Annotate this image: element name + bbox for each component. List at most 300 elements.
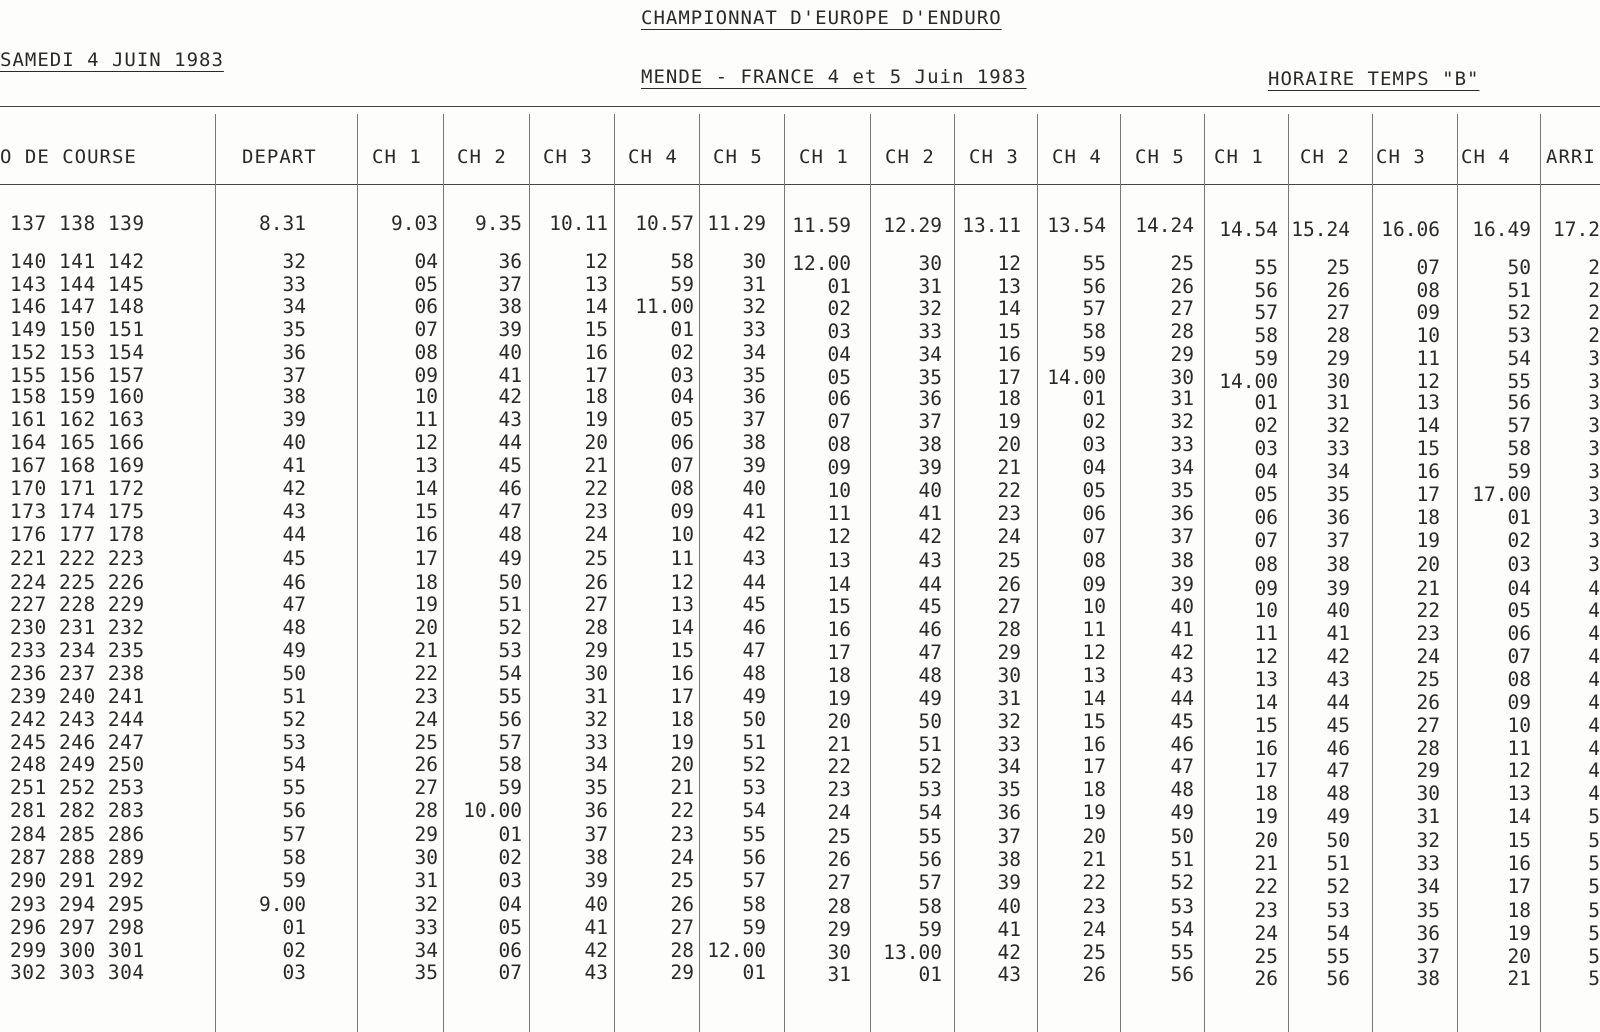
time-cell: 16: [1254, 737, 1278, 760]
time-cell: 34: [742, 341, 766, 364]
rider-numbers: 245 246 247: [10, 731, 145, 754]
time-cell: 35: [742, 364, 766, 387]
time-cell: 17: [670, 685, 694, 708]
column-header: CH 1: [1214, 146, 1264, 168]
time-cell: 25: [414, 731, 438, 754]
column-divider: [357, 114, 358, 1032]
time-cell: 36: [1416, 922, 1440, 945]
time-cell: 21: [414, 639, 438, 662]
time-cell: 54: [1507, 347, 1531, 370]
time-cell: 10.00: [463, 799, 522, 822]
time-cell: 5: [1588, 922, 1600, 945]
date-heading: SAMEDI 4 JUIN 1983: [0, 49, 224, 71]
time-cell: 53: [1507, 324, 1531, 347]
time-cell: 11.59: [792, 214, 851, 237]
time-cell: 15: [1416, 437, 1440, 460]
time-cell: 14: [1416, 414, 1440, 437]
time-cell: 33: [1326, 437, 1350, 460]
time-cell: 57: [1507, 414, 1531, 437]
time-cell: 12: [584, 250, 608, 273]
time-cell: 4: [1588, 645, 1600, 668]
rider-numbers: 170 171 172: [10, 477, 145, 500]
time-cell: 08: [827, 433, 851, 456]
time-cell: 39: [1170, 573, 1194, 596]
time-cell: 21: [827, 733, 851, 756]
time-cell: 05: [670, 408, 694, 431]
time-cell: 18: [1507, 899, 1531, 922]
time-cell: 34: [584, 753, 608, 776]
time-cell: 10: [1416, 324, 1440, 347]
time-cell: 13: [997, 275, 1021, 298]
time-cell: 44: [282, 523, 306, 546]
time-cell: 27: [997, 595, 1021, 618]
time-cell: 42: [1326, 645, 1350, 668]
time-cell: 41: [498, 364, 522, 387]
time-cell: 46: [1170, 733, 1194, 756]
time-cell: 12.00: [792, 252, 851, 275]
time-cell: 3: [1588, 553, 1600, 576]
time-cell: 13: [827, 549, 851, 572]
time-cell: 01: [1254, 391, 1278, 414]
time-cell: 56: [742, 846, 766, 869]
time-cell: 46: [282, 571, 306, 594]
time-cell: 08: [414, 341, 438, 364]
time-cell: 4: [1588, 714, 1600, 737]
column-divider: [215, 114, 216, 1032]
time-cell: 50: [742, 708, 766, 731]
time-cell: 35: [414, 961, 438, 984]
rider-numbers: 152 153 154: [10, 341, 145, 364]
time-cell: 32: [584, 708, 608, 731]
time-cell: 30: [827, 941, 851, 964]
time-cell: 10: [1082, 595, 1106, 618]
time-cell: 22: [827, 755, 851, 778]
rider-numbers: 161 162 163: [10, 408, 145, 431]
time-cell: 34: [414, 939, 438, 962]
time-cell: 20: [997, 433, 1021, 456]
time-cell: 50: [282, 662, 306, 685]
time-cell: 34: [1326, 460, 1350, 483]
time-cell: 52: [282, 708, 306, 731]
rider-numbers: 143 144 145: [10, 273, 145, 296]
time-cell: 43: [282, 500, 306, 523]
time-cell: 08: [670, 477, 694, 500]
time-cell: 56: [1326, 967, 1350, 990]
time-cell: 08: [1254, 553, 1278, 576]
time-cell: 5: [1588, 967, 1600, 990]
time-cell: 57: [1254, 301, 1278, 324]
column-divider: [1372, 114, 1373, 1032]
time-cell: 26: [1416, 691, 1440, 714]
time-cell: 22: [414, 662, 438, 685]
time-cell: 19: [1254, 805, 1278, 828]
column-header: ARRI: [1546, 146, 1596, 168]
time-cell: 15: [1507, 829, 1531, 852]
time-cell: 13.54: [1047, 214, 1106, 237]
time-cell: 16: [414, 523, 438, 546]
time-cell: 9.35: [475, 212, 522, 235]
time-cell: 33: [1170, 433, 1194, 456]
time-cell: 52: [1507, 301, 1531, 324]
time-cell: 29: [670, 961, 694, 984]
time-cell: 05: [1082, 479, 1106, 502]
time-cell: 59: [1082, 343, 1106, 366]
time-cell: 44: [918, 573, 942, 596]
time-cell: 4: [1588, 759, 1600, 782]
time-cell: 4: [1588, 599, 1600, 622]
rider-numbers: 137 138 139: [10, 212, 145, 235]
time-cell: 52: [498, 616, 522, 639]
rider-numbers: 302 303 304: [10, 961, 145, 984]
time-cell: 35: [1326, 483, 1350, 506]
time-cell: 31: [742, 273, 766, 296]
time-cell: 57: [742, 869, 766, 892]
time-cell: 14: [1254, 691, 1278, 714]
time-cell: 26: [1082, 963, 1106, 986]
time-cell: 02: [1254, 414, 1278, 437]
time-cell: 20: [1507, 945, 1531, 968]
time-cell: 26: [1254, 967, 1278, 990]
time-cell: 21: [1416, 577, 1440, 600]
time-cell: 14.00: [1219, 370, 1278, 393]
time-cell: 33: [918, 320, 942, 343]
time-cell: 40: [584, 893, 608, 916]
time-cell: 3: [1588, 391, 1600, 414]
time-cell: 27: [1170, 297, 1194, 320]
time-cell: 48: [498, 523, 522, 546]
time-cell: 04: [1507, 577, 1531, 600]
rider-numbers: 155 156 157: [10, 364, 145, 387]
time-cell: 42: [918, 525, 942, 548]
rider-numbers: 236 237 238: [10, 662, 145, 685]
time-cell: 50: [918, 710, 942, 733]
time-cell: 30: [584, 662, 608, 685]
time-cell: 14: [1507, 805, 1531, 828]
time-cell: 20: [1254, 829, 1278, 852]
time-cell: 14: [670, 616, 694, 639]
time-cell: 41: [282, 454, 306, 477]
time-cell: 3: [1588, 483, 1600, 506]
time-cell: 07: [414, 318, 438, 341]
time-cell: 09: [1254, 577, 1278, 600]
time-cell: 3: [1588, 370, 1600, 393]
column-header: CH 2: [1300, 146, 1350, 168]
time-cell: 19: [997, 410, 1021, 433]
time-cell: 53: [742, 776, 766, 799]
time-cell: 31: [997, 687, 1021, 710]
time-cell: 38: [282, 385, 306, 408]
time-cell: 03: [1507, 553, 1531, 576]
time-cell: 27: [827, 871, 851, 894]
time-cell: 50: [1170, 825, 1194, 848]
time-cell: 08: [1507, 668, 1531, 691]
time-cell: 50: [1507, 256, 1531, 279]
time-cell: 49: [282, 639, 306, 662]
time-cell: 30: [414, 846, 438, 869]
time-cell: 55: [1507, 370, 1531, 393]
time-cell: 22: [1416, 599, 1440, 622]
time-cell: 33: [584, 731, 608, 754]
time-cell: 5: [1588, 852, 1600, 875]
time-cell: 07: [1416, 256, 1440, 279]
time-cell: 18: [997, 387, 1021, 410]
time-cell: 57: [918, 871, 942, 894]
time-cell: 43: [918, 549, 942, 572]
time-cell: 18: [1416, 506, 1440, 529]
time-cell: 26: [1326, 279, 1350, 302]
time-cell: 44: [1170, 687, 1194, 710]
time-cell: 57: [498, 731, 522, 754]
time-cell: 04: [670, 385, 694, 408]
time-cell: 35: [997, 778, 1021, 801]
column-divider: [1204, 114, 1205, 1032]
time-cell: 42: [584, 939, 608, 962]
time-cell: 39: [1326, 577, 1350, 600]
time-cell: 26: [414, 753, 438, 776]
time-cell: 27: [1326, 301, 1350, 324]
time-cell: 04: [1082, 456, 1106, 479]
time-cell: 2: [1588, 256, 1600, 279]
time-cell: 18: [670, 708, 694, 731]
time-cell: 50: [498, 571, 522, 594]
time-cell: 31: [584, 685, 608, 708]
time-cell: 01: [282, 916, 306, 939]
time-cell: 29: [1416, 759, 1440, 782]
column-header: DEPART: [242, 146, 317, 168]
time-cell: 54: [1170, 918, 1194, 941]
time-cell: 48: [282, 616, 306, 639]
time-cell: 19: [1082, 801, 1106, 824]
time-cell: 18: [584, 385, 608, 408]
time-cell: 24: [584, 523, 608, 546]
time-cell: 22: [584, 477, 608, 500]
time-cell: 23: [670, 823, 694, 846]
time-cell: 38: [997, 848, 1021, 871]
column-divider: [529, 114, 530, 1032]
time-cell: 45: [742, 593, 766, 616]
time-cell: 47: [742, 639, 766, 662]
time-cell: 36: [918, 387, 942, 410]
time-cell: 21: [1254, 852, 1278, 875]
time-cell: 22: [1254, 875, 1278, 898]
time-cell: 07: [827, 410, 851, 433]
time-cell: 24: [414, 708, 438, 731]
time-cell: 05: [1507, 599, 1531, 622]
time-cell: 20: [670, 753, 694, 776]
time-cell: 09: [1416, 301, 1440, 324]
time-cell: 56: [1082, 275, 1106, 298]
time-cell: 47: [282, 593, 306, 616]
time-cell: 28: [670, 939, 694, 962]
time-cell: 4: [1588, 622, 1600, 645]
time-cell: 21: [670, 776, 694, 799]
time-cell: 28: [827, 895, 851, 918]
time-cell: 2: [1588, 279, 1600, 302]
time-cell: 13.00: [883, 941, 942, 964]
time-cell: 54: [1326, 922, 1350, 945]
time-cell: 07: [670, 454, 694, 477]
column-header: CH 1: [372, 146, 422, 168]
time-cell: 05: [1254, 483, 1278, 506]
time-cell: 16: [1507, 852, 1531, 875]
time-cell: 01: [1507, 506, 1531, 529]
time-cell: 58: [282, 846, 306, 869]
time-cell: 17.00: [1472, 483, 1531, 506]
time-cell: 38: [1416, 967, 1440, 990]
time-cell: 01: [827, 275, 851, 298]
time-cell: 14.00: [1047, 366, 1106, 389]
time-cell: 13.11: [962, 214, 1021, 237]
time-cell: 39: [997, 871, 1021, 894]
time-cell: 13: [1416, 391, 1440, 414]
time-cell: 25: [584, 547, 608, 570]
time-cell: 52: [742, 753, 766, 776]
time-cell: 28: [1416, 737, 1440, 760]
time-cell: 26: [1170, 275, 1194, 298]
time-cell: 06: [1507, 622, 1531, 645]
rider-numbers: 296 297 298: [10, 916, 145, 939]
time-cell: 17.2: [1553, 218, 1600, 241]
time-cell: 13: [584, 273, 608, 296]
time-cell: 12: [1507, 759, 1531, 782]
time-cell: 23: [1082, 895, 1106, 918]
time-cell: 59: [498, 776, 522, 799]
time-cell: 30: [1170, 366, 1194, 389]
time-cell: 25: [1326, 256, 1350, 279]
time-cell: 12: [414, 431, 438, 454]
time-cell: 59: [742, 916, 766, 939]
time-cell: 36: [498, 250, 522, 273]
time-cell: 38: [742, 431, 766, 454]
time-cell: 58: [670, 250, 694, 273]
time-cell: 14.24: [1135, 214, 1194, 237]
time-cell: 5: [1588, 875, 1600, 898]
time-cell: 51: [498, 593, 522, 616]
time-cell: 44: [1326, 691, 1350, 714]
time-cell: 40: [282, 431, 306, 454]
time-cell: 07: [498, 961, 522, 984]
time-cell: 35: [1416, 899, 1440, 922]
time-cell: 53: [282, 731, 306, 754]
time-cell: 56: [498, 708, 522, 731]
time-cell: 55: [918, 825, 942, 848]
time-cell: 39: [742, 454, 766, 477]
rider-numbers: 233 234 235: [10, 639, 145, 662]
time-cell: 24: [827, 801, 851, 824]
time-cell: 24: [1416, 645, 1440, 668]
time-cell: 28: [997, 618, 1021, 641]
time-cell: 12: [1254, 645, 1278, 668]
column-divider: [954, 114, 955, 1032]
time-cell: 37: [282, 364, 306, 387]
time-cell: 45: [918, 595, 942, 618]
time-cell: 54: [918, 801, 942, 824]
time-cell: 14: [414, 477, 438, 500]
time-cell: 41: [584, 916, 608, 939]
time-cell: 3: [1588, 347, 1600, 370]
time-cell: 55: [742, 823, 766, 846]
time-cell: 02: [670, 341, 694, 364]
time-cell: 17: [1507, 875, 1531, 898]
time-cell: 5: [1588, 829, 1600, 852]
time-cell: 40: [1170, 595, 1194, 618]
time-cell: 43: [1170, 664, 1194, 687]
time-cell: 38: [918, 433, 942, 456]
time-cell: 12.29: [883, 214, 942, 237]
time-cell: 37: [1416, 945, 1440, 968]
rider-numbers: 239 240 241: [10, 685, 145, 708]
time-cell: 59: [1507, 460, 1531, 483]
time-cell: 12: [997, 252, 1021, 275]
time-cell: 3: [1588, 529, 1600, 552]
time-cell: 59: [918, 918, 942, 941]
time-cell: 21: [997, 456, 1021, 479]
time-cell: 45: [282, 547, 306, 570]
time-cell: 29: [584, 639, 608, 662]
time-cell: 19: [670, 731, 694, 754]
time-cell: 12.00: [707, 939, 766, 962]
time-cell: 8.31: [259, 212, 306, 235]
time-cell: 20: [584, 431, 608, 454]
time-cell: 16: [827, 618, 851, 641]
time-cell: 54: [282, 753, 306, 776]
time-cell: 43: [584, 961, 608, 984]
time-cell: 11: [1254, 622, 1278, 645]
time-cell: 34: [918, 343, 942, 366]
time-cell: 23: [584, 500, 608, 523]
time-cell: 37: [498, 273, 522, 296]
time-cell: 37: [1326, 529, 1350, 552]
time-cell: 4: [1588, 691, 1600, 714]
time-cell: 51: [1507, 279, 1531, 302]
time-cell: 11.00: [635, 295, 694, 318]
time-cell: 32: [1416, 829, 1440, 852]
time-cell: 42: [742, 523, 766, 546]
time-cell: 59: [670, 273, 694, 296]
time-cell: 06: [498, 939, 522, 962]
time-cell: 36: [742, 385, 766, 408]
time-cell: 4: [1588, 737, 1600, 760]
rider-numbers: 287 288 289: [10, 846, 145, 869]
time-cell: 34: [1170, 456, 1194, 479]
time-cell: 16: [670, 662, 694, 685]
time-cell: 42: [1170, 641, 1194, 664]
time-cell: 3: [1588, 437, 1600, 460]
time-cell: 06: [1082, 502, 1106, 525]
time-cell: 39: [282, 408, 306, 431]
time-cell: 28: [1326, 324, 1350, 347]
time-cell: 4: [1588, 782, 1600, 805]
time-cell: 5: [1588, 805, 1600, 828]
time-cell: 03: [498, 869, 522, 892]
time-cell: 47: [918, 641, 942, 664]
column-header: CH 4: [628, 146, 678, 168]
time-cell: 25: [827, 825, 851, 848]
time-cell: 41: [997, 918, 1021, 941]
time-cell: 3: [1588, 414, 1600, 437]
time-cell: 23: [827, 778, 851, 801]
time-cell: 53: [1326, 899, 1350, 922]
time-cell: 25: [1082, 941, 1106, 964]
time-cell: 10: [1507, 714, 1531, 737]
column-header: CH 3: [543, 146, 593, 168]
time-cell: 19: [1507, 922, 1531, 945]
time-cell: 47: [1326, 759, 1350, 782]
time-cell: 56: [1170, 963, 1194, 986]
time-cell: 29: [1326, 347, 1350, 370]
time-cell: 10: [1254, 599, 1278, 622]
time-cell: 11.29: [707, 212, 766, 235]
